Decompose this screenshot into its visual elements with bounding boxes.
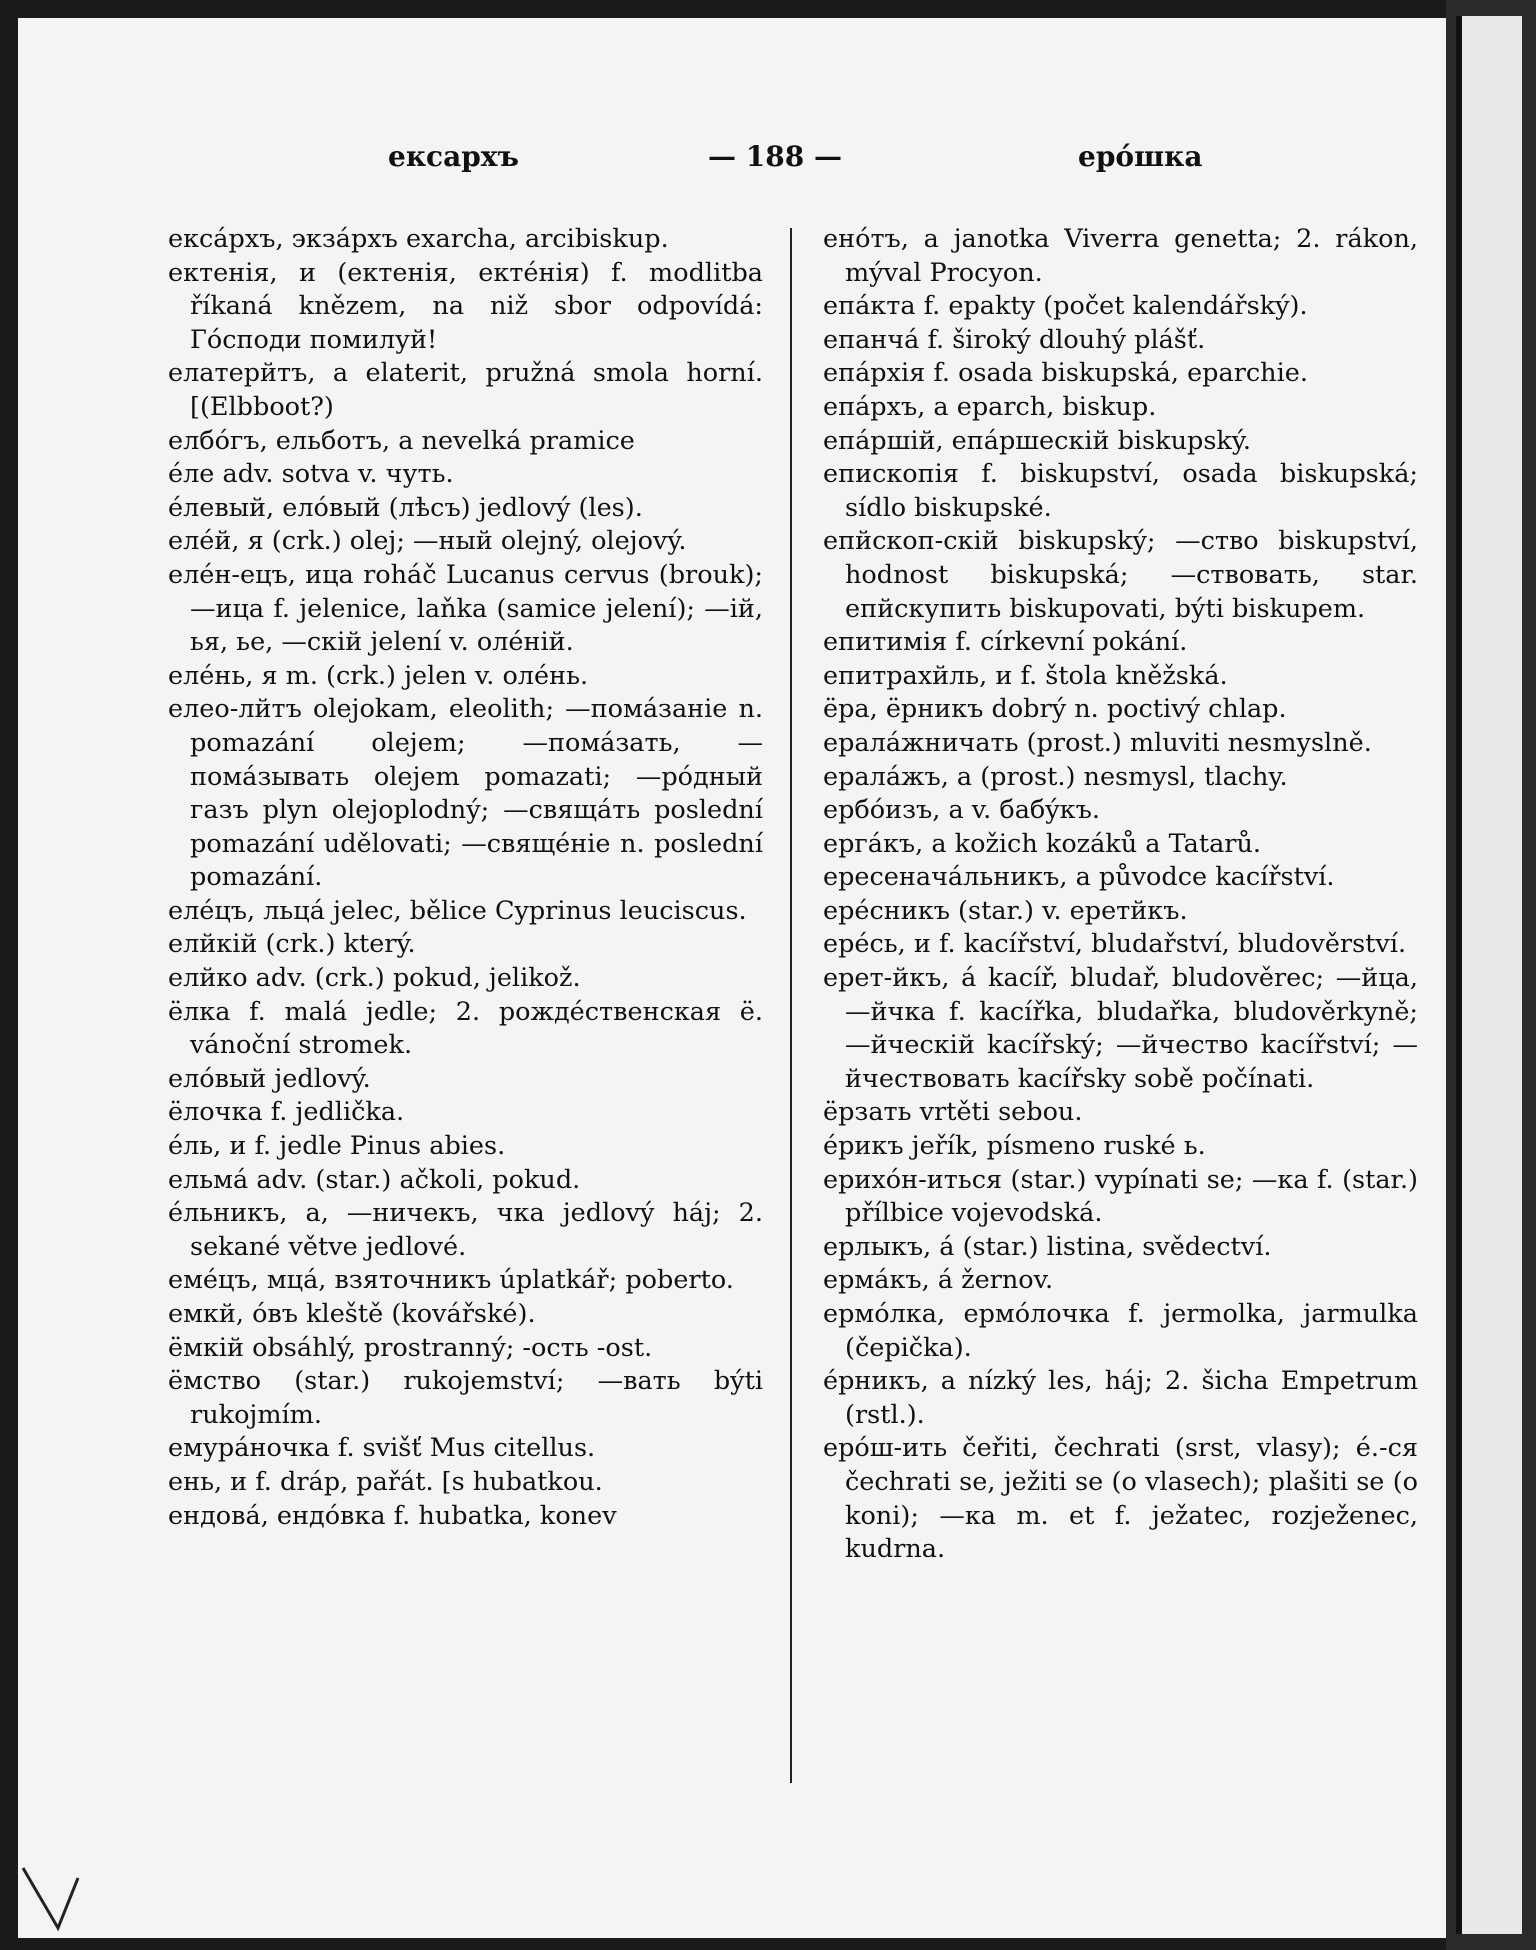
dictionary-entry: éль, и f. jedle Pinus abies. <box>168 1131 506 1162</box>
dictionary-entry: елйкій (crk.) který. <box>168 929 416 960</box>
book-binding-edge <box>1446 0 1536 1950</box>
dictionary-entry: ексáрхъ, экзáрхъ exarcha, arcibiskup. <box>168 224 669 254</box>
dictionary-entry: епанчá f. široký dlouhý plášť. <box>823 324 1206 355</box>
dictionary-entry: епитимія f. církevní pokání. <box>823 627 1188 658</box>
dictionary-entry: ерóш-ить čeřiti, čechrati (srst, vlasy); é.-ся čechrati se, ježiti se (o vlasech); plašiti se (o koni); —ка m. et f. ježatec, rozježenec, kudrna. <box>823 1433 1418 1565</box>
dictionary-entry: ералáжъ, а (prost.) nesmysl, tlachy. <box>823 761 1288 792</box>
dictionary-entry: ермóлка, ермóлочка f. jermolka, jarmulka (čepička). <box>823 1299 1418 1363</box>
dictionary-entry: ёрзать vrtěti sebou. <box>823 1097 1083 1128</box>
dictionary-entry: ёмство (star.) rukojemství; —вать býti rukojmím. <box>168 1366 763 1430</box>
dictionary-entry: елéнь, я m. (crk.) jelen v. олéнь. <box>168 660 589 691</box>
dictionary-entry: ермáкъ, á žernov. <box>823 1265 1054 1296</box>
corner-fold-mark <box>18 1858 88 1938</box>
dictionary-entry: елóвый jedlový. <box>168 1063 371 1094</box>
dictionary-entry: епáрхія f. osada biskupská, eparchie. <box>823 358 1308 389</box>
dictionary-entry: ерéсникъ (star.) v. еретйкъ. <box>823 895 1188 926</box>
dictionary-entry: елéй, я (crk.) olej; —ный olejný, olejový. <box>168 526 687 557</box>
page-number: — 188 — <box>708 140 842 173</box>
dictionary-entry: ёлочка f. jedlička. <box>168 1097 405 1128</box>
dictionary-entry: елео-лйтъ olejokam, eleolith; —помáзаніе n. pomazání olejem; —помáзать, —помáзывать olejem pomazati; —рóдный газъ plyn olejoplodný; —свящáть poslední pomazání udělovati; —свящéніе n. poslední pomazání. <box>168 694 763 893</box>
next-page-edge <box>1456 16 1522 1934</box>
dictionary-entry: ёра, ёрникъ dobrý n. poctivý chlap. <box>823 694 1287 725</box>
dictionary-entry: ерéсь, и f. kacířství, bludařství, bludověrství. <box>823 929 1407 960</box>
dictionary-entry: éрикъ jeřík, písmeno ruské ь. <box>823 1131 1206 1162</box>
left-column <box>168 223 763 1863</box>
header-right-word: ерóшка <box>1078 140 1203 173</box>
dictionary-entry: ербóизъ, а v. бабýкъ. <box>823 795 1100 826</box>
dictionary-entry: епáкта f. epakty (počet kalendářský). <box>823 291 1308 322</box>
dictionary-entry: ерет-йкъ, á kacíř, bludař, bludověrec; —йца, —йчка f. kacířka, bludařka, bludověrkyně; —йческій kacířský; —йчество kacířství; —йчествовать kacířsky sobě počínati. <box>823 963 1418 1094</box>
dictionary-entry: ень, и f. dráp, pařát. [s hubatkou. <box>168 1466 603 1497</box>
dictionary-entry: ересеначáльникъ, а původce kacířství. <box>823 862 1335 893</box>
dictionary-entry: ергáкъ, а kožich kozáků a Tatarů. <box>823 828 1261 859</box>
dictionary-entry: емурáночка f. svišť Mus citellus. <box>168 1433 596 1464</box>
dictionary-entry: енóтъ, а janotka Viverra genetta; 2. rákon, mýval Procyon. <box>823 224 1418 288</box>
dictionary-entry: ерлыкъ, á (star.) listina, svědectví. <box>823 1231 1272 1262</box>
column-divider <box>790 228 792 1783</box>
dictionary-entry: éрникъ, а nízký les, háj; 2. šicha Empetrum (rstl.). <box>823 1366 1418 1430</box>
right-column <box>823 223 1418 1863</box>
dictionary-entry: ендовá, ендóвка f. hubatka, konev <box>168 1500 617 1531</box>
dictionary-entry: ёмкій obsáhlý, prostranný; -ость -ost. <box>168 1332 653 1363</box>
dictionary-entry: епáршій, епáршескій biskupský. <box>823 425 1251 456</box>
dictionary-entry: емéцъ, мцá, взяточникъ úplatkář; poberto. <box>168 1265 734 1296</box>
dictionary-entry: éле adv. sotva v. чуть. <box>168 459 454 490</box>
header-left-word: ексархъ <box>388 140 519 173</box>
dictionary-entry: емкй, óвъ kleště (kovářské). <box>168 1299 536 1329</box>
dictionary-entry: елéн-ецъ, ица roháč Lucanus cervus (brouk); —ица f. jelenice, laňka (samice jelení); —ій, ья, ье, —скій jelení v. олéній. <box>168 559 763 658</box>
dictionary-entry: éльникъ, а, —ничекъ, чка jedlový háj; 2. sekané větve jedlové. <box>168 1198 763 1262</box>
dictionary-entry: елйко adv. (crk.) pokud, jelikož. <box>168 963 581 994</box>
dictionary-entry: ектенія, и (ектенія, ектéнія) f. modlitba říkaná knězem, na niž sbor odpovídá: Гóсподи помилуй! <box>168 257 763 355</box>
dictionary-entry: епáрхъ, а eparch, biskup. <box>823 391 1157 422</box>
dictionary-entry: ерихóн-иться (star.) vypínati se; —ка f. (star.) přílbice vojevodská. <box>823 1164 1418 1229</box>
dictionary-page <box>18 18 1486 1938</box>
page-header <box>148 140 1208 184</box>
dictionary-entry: епйскоп-скій biskupský; —ство biskupství, hodnost biskupská; —ствовать, star. епйскупить biskupovati, býti biskupem. <box>823 526 1418 624</box>
dictionary-entry: ералáжничать (prost.) mluviti nesmyslně. <box>823 727 1372 758</box>
dictionary-entry: ёлка f. malá jedle; 2. рождéственская ё. vánoční stromek. <box>168 996 763 1061</box>
dictionary-entry: епископія f. biskupství, osada biskupská; sídlo biskupské. <box>823 459 1418 523</box>
dictionary-entry: елбóгъ, ельботъ, а nevelká pramice <box>168 425 635 456</box>
dictionary-entry: елатерйтъ, а elaterit, pružná smola horní. [(Elbboot?) <box>168 358 763 422</box>
dictionary-entry: ельмá adv. (star.) ačkoli, pokud. <box>168 1164 581 1195</box>
dictionary-entry: елéцъ, льцá jelec, bělice Cyprinus leuciscus. <box>168 895 747 926</box>
dictionary-entry: епитрахйль, и f. štola kněžská. <box>823 660 1228 691</box>
dictionary-entry: éлевый, елóвый (лѣсъ) jedlový (les). <box>168 492 643 523</box>
